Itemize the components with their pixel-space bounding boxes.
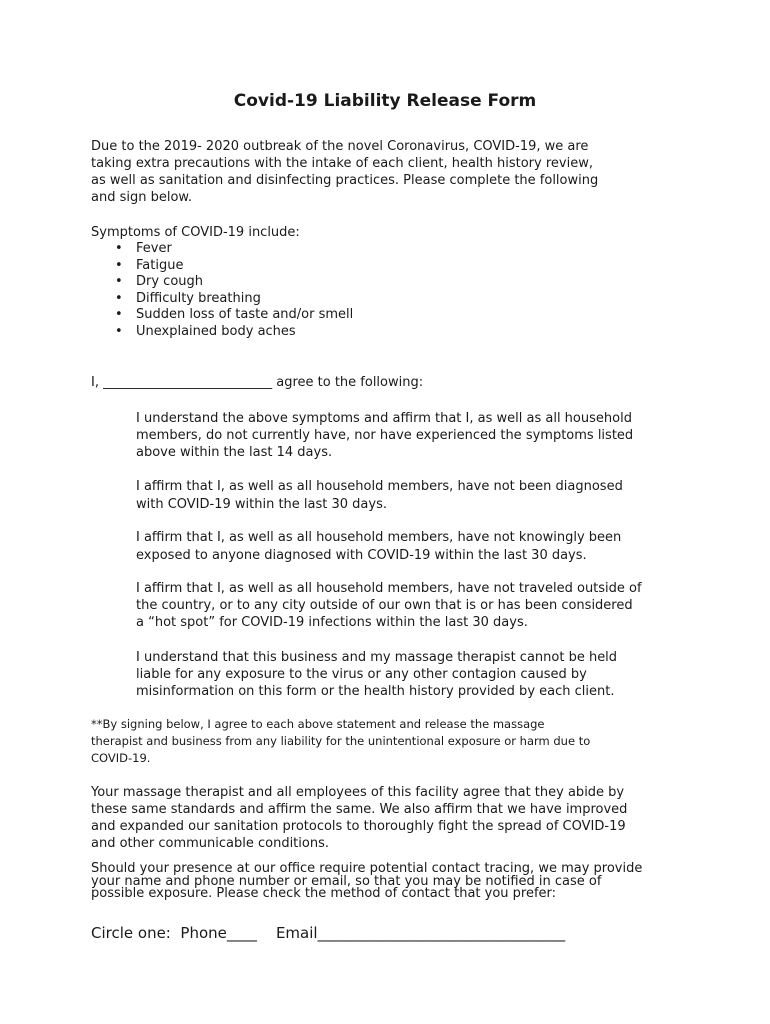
- symptom-item: [115, 241, 353, 258]
- therapist-line: Your massage therapist and all employees of this facility agree that they abide by: [91, 785, 625, 800]
- symptom-label: Fatigue: [136, 257, 184, 273]
- therapist-line: and other communicable conditions.: [91, 836, 329, 851]
- bullet-icon: •: [115, 323, 123, 339]
- statement-diagnosed: [136, 478, 696, 514]
- note-line: COVID-19.: [91, 751, 151, 765]
- phone-option[interactable]: Phone____: [180, 924, 257, 942]
- statement-line: I understand that this business and my massage therapist cannot be held: [136, 650, 618, 665]
- symptom-label: Sudden loss of taste and/or smell: [136, 307, 354, 323]
- bullet-icon: •: [115, 241, 123, 256]
- note-line: therapist and business from any liability for the unintentional exposure or harm due to: [91, 734, 591, 748]
- agree-line[interactable]: I, __________________________ agree to the following:: [91, 375, 424, 390]
- therapist-paragraph: [91, 784, 691, 852]
- symptom-label: Unexplained body aches: [136, 323, 296, 339]
- email-option[interactable]: Email_________________________________: [275, 924, 566, 942]
- statement-line: I affirm that I, as well as all household members, have not traveled outside of: [136, 581, 642, 596]
- symptom-item: [115, 274, 353, 291]
- symptom-label: Difficulty breathing: [136, 290, 261, 306]
- statement-line: above within the last 14 days.: [136, 445, 333, 460]
- intro-line: as well as sanitation and disinfecting practices. Please complete the following: [91, 173, 599, 188]
- statement-line: misinformation on this form or the health history provided by each client.: [136, 684, 615, 699]
- statement-travel: [136, 580, 696, 631]
- bullet-icon: •: [115, 307, 123, 323]
- note-line: **By signing below, I agree to each above statement and release the massage: [91, 717, 545, 731]
- symptom-label: Fever: [136, 241, 172, 256]
- intro-line: taking extra precautions with the intake of each client, health history review,: [91, 156, 593, 171]
- statement-symptoms: [136, 410, 696, 461]
- statement-line: liable for any exposure to the virus or any other contagion caused by: [136, 667, 587, 682]
- contact-method-row: [91, 924, 565, 942]
- statement-line: exposed to anyone diagnosed with COVID-19 within the last 30 days.: [136, 548, 587, 563]
- bullet-icon: •: [115, 290, 123, 306]
- statement-line: I understand the above symptoms and affirm that I, as well as all household: [136, 411, 632, 426]
- tracing-line: possible exposure. Please check the method of contact that you prefer:: [91, 886, 557, 901]
- statement-exposed: [136, 529, 696, 565]
- statement-line: with COVID-19 within the last 30 days.: [136, 497, 387, 512]
- contact-tracing-paragraph: [91, 863, 691, 901]
- statement-line: the country, or to any city outside of our own that is or has been considered: [136, 598, 633, 613]
- therapist-line: and expanded our sanitation protocols to thoroughly fight the spread of COVID-19: [91, 819, 626, 834]
- symptom-label: Dry cough: [136, 274, 204, 290]
- symptom-item: [115, 291, 353, 308]
- symptoms-list: [115, 241, 353, 341]
- symptom-item: [115, 324, 353, 341]
- tracing-line: Should your presence at our office require potential contact tracing, we may provide: [91, 861, 643, 876]
- statement-line: members, do not currently have, nor have experienced the symptoms listed: [136, 428, 634, 443]
- statement-line: I affirm that I, as well as all household members, have not knowingly been: [136, 530, 622, 545]
- statement-line: I affirm that I, as well as all household members, have not been diagnosed: [136, 479, 623, 494]
- bullet-icon: •: [115, 257, 123, 273]
- intro-line: Due to the 2019- 2020 outbreak of the novel Coronavirus, COVID-19, we are: [91, 139, 589, 154]
- form-title: Covid-19 Liability Release Form: [233, 91, 537, 111]
- therapist-line: these same standards and affirm the same. We also affirm that we have improved: [91, 802, 628, 817]
- statement-liability: [136, 649, 696, 700]
- symptoms-heading: Symptoms of COVID-19 include:: [91, 225, 300, 240]
- signing-note: [91, 716, 590, 767]
- statement-line: a “hot spot” for COVID-19 infections within the last 30 days.: [136, 615, 528, 630]
- bullet-icon: •: [115, 274, 123, 290]
- circle-one-label: Circle one:: [91, 924, 171, 942]
- intro-paragraph: [91, 138, 691, 206]
- tracing-line: your name and phone number or email, so that you may be notified in case of: [91, 873, 602, 889]
- symptom-item: [115, 307, 353, 324]
- intro-line: and sign below.: [91, 190, 192, 205]
- symptom-item: [115, 258, 353, 275]
